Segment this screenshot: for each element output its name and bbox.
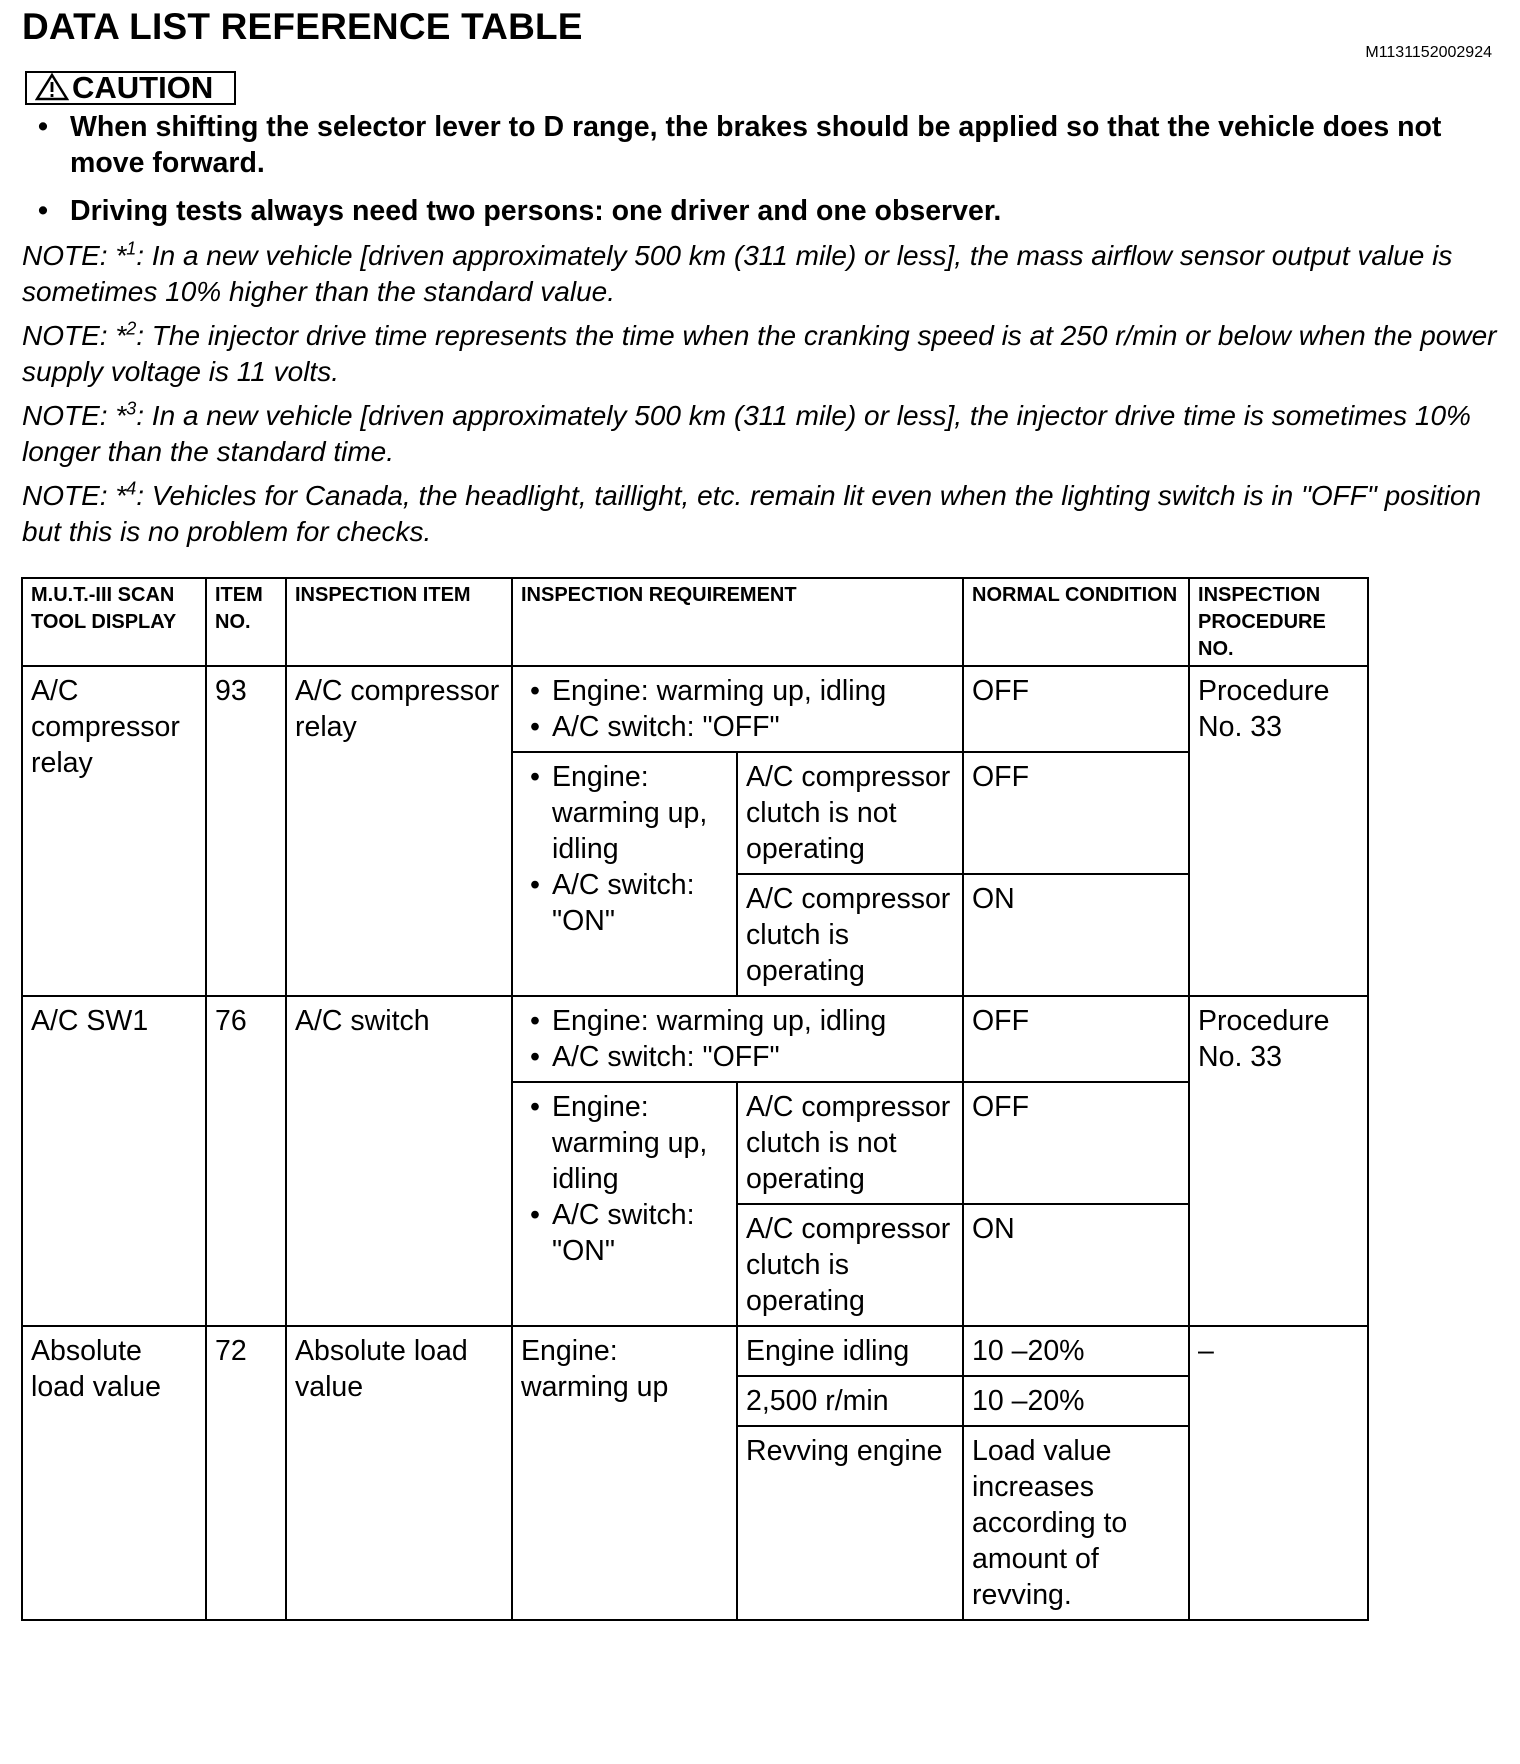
sub-condition-cell: A/C compressor clutch is not operating: [737, 752, 963, 874]
normal-condition-cell: ON: [963, 1204, 1189, 1326]
list-item: • A/C switch: "OFF": [521, 709, 954, 745]
data-list-table: [21, 577, 1369, 1621]
list-item: • Engine: warming up, idling: [521, 673, 954, 709]
header-cell: INSPECTION ITEM: [286, 578, 512, 666]
sub-condition-cell: A/C compressor clutch is operating: [737, 1204, 963, 1326]
notes-section: [22, 238, 1502, 558]
sub-condition-cell: A/C compressor clutch is operating: [737, 874, 963, 996]
list-item: • Engine: warming up, idling: [521, 1003, 954, 1039]
normal-condition-cell: OFF: [963, 1082, 1189, 1204]
note: NOTE: *$^1$: In a new vehicle [driven approximately 500 km (311 mile) or less], the mass airflow sensor output value is sometimes 10% higher than the standard value.: [22, 238, 1453, 307]
requirement-cell: [512, 1082, 737, 1326]
list-item: • Engine: warming up, idling: [521, 1089, 728, 1197]
normal-condition-cell: OFF: [963, 752, 1189, 874]
list-item: • Engine: warming up, idling: [521, 759, 728, 867]
caution-label: CAUTION: [72, 70, 214, 105]
display-cell: A/C SW1: [22, 996, 206, 1326]
item-no-cell: 76: [206, 996, 286, 1326]
list-item: • A/C switch: "OFF": [521, 1039, 954, 1075]
header-cell: INSPECTION PROCEDURE NO.: [1189, 578, 1368, 666]
warning-triangle-icon: [35, 73, 69, 101]
header-cell: ITEM NO.: [206, 578, 286, 666]
list-item: • A/C switch: "ON": [521, 1197, 728, 1269]
normal-condition-cell: OFF: [963, 996, 1189, 1082]
inspection-item-cell: A/C switch: [286, 996, 512, 1326]
table-row: [22, 996, 1368, 1082]
page-title: DATA LIST REFERENCE TABLE: [22, 6, 583, 47]
display-cell: Absolute load value: [22, 1326, 206, 1620]
display-cell: A/C compressor relay: [22, 666, 206, 996]
item-no-cell: 72: [206, 1326, 286, 1620]
item-no-cell: 93: [206, 666, 286, 996]
inspection-item-cell: A/C compressor relay: [286, 666, 512, 996]
list-item: • A/C switch: "ON": [521, 867, 728, 939]
table-header-row: [22, 578, 1368, 666]
procedure-cell: –: [1189, 1326, 1368, 1620]
normal-condition-cell: OFF: [963, 666, 1189, 752]
note: NOTE: *$^3$: In a new vehicle [driven approximately 500 km (311 mile) or less], the injector drive time is sometimes 10% longer than the standard time.: [22, 398, 1471, 467]
note: NOTE: *$^4$: Vehicles for Canada, the headlight, taillight, etc. remain lit even when the lighting switch is in "OFF" position but this is no problem for checks.: [22, 478, 1482, 547]
requirement-cell: [512, 666, 963, 752]
normal-condition-cell: 10 –20%: [963, 1376, 1189, 1426]
normal-condition-cell: 10 –20%: [963, 1326, 1189, 1376]
sub-condition-cell: 2,500 r/min: [737, 1376, 963, 1426]
requirement-cell: Engine: warming up: [512, 1326, 737, 1620]
caution-box: [25, 71, 236, 105]
header-cell: INSPECTION REQUIREMENT: [512, 578, 963, 666]
requirement-cell: [512, 996, 963, 1082]
header-cell: M.U.T.-III SCAN TOOL DISPLAY: [22, 578, 206, 666]
document-id: M1131152002924: [1365, 44, 1492, 61]
requirement-cell: [512, 752, 737, 996]
procedure-cell: Procedure No. 33: [1189, 996, 1368, 1326]
normal-condition-cell: ON: [963, 874, 1189, 996]
header-cell: NORMAL CONDITION: [963, 578, 1189, 666]
caution-item: • When shifting the selector lever to D range, the brakes should be applied so that the vehicle does not move forward.: [38, 111, 1442, 179]
sub-condition-cell: A/C compressor clutch is not operating: [737, 1082, 963, 1204]
procedure-cell: Procedure No. 33: [1189, 666, 1368, 996]
table-row: [22, 1326, 1368, 1376]
sub-condition-cell: Revving engine: [737, 1426, 963, 1620]
table-row: [22, 666, 1368, 752]
normal-condition-cell: Load value increases according to amount of revving.: [963, 1426, 1189, 1620]
caution-list: [38, 109, 1498, 229]
inspection-item-cell: Absolute load value: [286, 1326, 512, 1620]
caution-item: • Driving tests always need two persons: one driver and one observer.: [38, 195, 1002, 227]
note: NOTE: *$^2$: The injector drive time represents the time when the cranking speed is at 250 r/min or below when the power supply voltage is 11 volts.: [22, 318, 1497, 387]
sub-condition-cell: Engine idling: [737, 1326, 963, 1376]
